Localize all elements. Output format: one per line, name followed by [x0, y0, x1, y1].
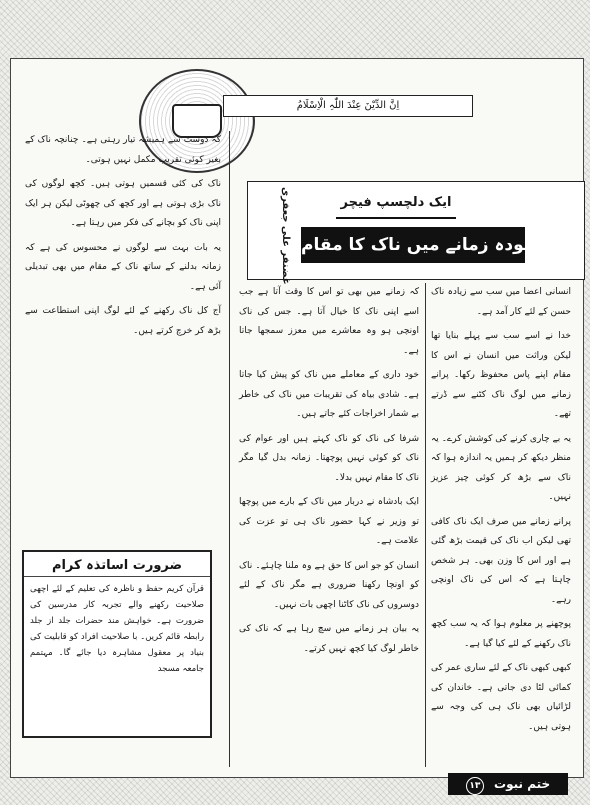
paragraph: کہ زمانے میں بھی تو اس کا وقت آتا ہے جب اسے اپنی ناک کا خیال آتا ہے۔ جس کی ناک اونچی ہو وہ معاشرے میں معزز سمجھا جاتا ہے۔ — [239, 287, 419, 356]
footer-logo-text: ختم نبوت — [494, 777, 551, 791]
paragraph: آج کل ناک رکھنے کے لئے لوگ اپنی استطاعت سے بڑھ کر خرچ کرتے ہیں۔ — [25, 306, 221, 336]
notice-heading: ضرورت اساتذہ کرام — [24, 558, 210, 577]
footer-magazine-logo — [448, 773, 568, 795]
article-title: موجودہ زمانے میں ناک کا مقام — [301, 227, 525, 263]
header-motto: اِنَّ الدِّیْنَ عِنْدَ اللّٰہِ الْاِسْلَامُ — [223, 95, 473, 117]
article-byline: غضنفر علی جعفری — [280, 187, 291, 285]
article-column-right — [431, 283, 571, 763]
column-divider — [425, 283, 426, 767]
article-kicker: ایک دلچسپ فیچر — [336, 189, 456, 219]
paragraph: یہ بات بہت سے لوگوں نے محسوس کی ہے کہ زمانہ بدلنے کے ساتھ ناک کے مقام میں بھی تبدیلی آئی ہے۔ — [25, 242, 221, 292]
column-divider — [229, 131, 230, 767]
notice-body: قرآن کریم حفظ و ناظرہ کی تعلیم کے لئے اچھی صلاحیت رکھنے والے تجربہ کار مدرسین کی ضرورت ہے۔ خواہش مند حضرات جلد از جلد رابطہ قائم کریں۔ با صلاحیت افراد کو قابلیت کی بنیاد پر معقول مشاہرہ دیا جائے گا۔ مہتمم جامعہ مسجد — [30, 584, 204, 674]
paragraph: یہ بیان ہر زمانے میں سچ رہا ہے کہ ناک کی خاطر لوگ کیا کچھ نہیں کرتے۔ — [239, 624, 419, 654]
paragraph: یہ بے چاری کرنے کی کوشش کرے۔ یہ منظر دیکھ کر ہمیں یہ اندازہ ہوا کہ ناک سے بڑھ کر کوئی چیز عزیز نہیں۔ — [431, 433, 571, 502]
page-number: ۱۳ — [466, 777, 484, 795]
paragraph: کہ دوست سے ہمیشہ تیار رہتی ہے۔ چنانچہ ناک کے بغیر کوئی تقریب مکمل نہیں ہوتی۔ — [25, 135, 221, 165]
paragraph: ایک بادشاہ نے دربار میں ناک کے بارے میں پوچھا تو وزیر نے کہا حضور ناک ہی تو عزت کی علامت ہے۔ — [239, 497, 419, 546]
paragraph: پرانے زمانے میں صرف ایک ناک کافی تھی لیکن اب ناک کی قیمت بڑھ گئی ہے اور اس کا وزن بھی۔ ہر شخص چاہتا ہے کہ اس کی ناک اونچی رہے۔ — [431, 516, 571, 605]
article-column-left — [25, 131, 221, 599]
paragraph: شرفا کی ناک کو ناک کہتے ہیں اور عوام کی ناک کو کوئی نہیں پوچھتا۔ زمانہ بدل گیا مگر ناک کا مقام نہیں بدلا۔ — [239, 433, 419, 483]
paragraph: انسان کو جو اس کا حق ہے وہ ملنا چاہئے۔ ناک کو اونچا رکھنا ضروری ہے مگر ناک کے لئے دوسروں کی ناک کاٹنا اچھی بات نہیں۔ — [239, 560, 419, 610]
paragraph: خدا نے اسے سب سے پہلے بنایا تھا لیکن وراثت میں انسان نے اس کا مقام اپنے پاس محفوظ رکھا۔ پرانے زمانے میں لوگ ناک کٹنے سے ڈرتے تھے۔ — [431, 331, 571, 419]
paragraph: کبھی کبھی ناک کے لئے ساری عمر کی کمائی لٹا دی جاتی ہے۔ خاندان کی لڑائیاں بھی ناک ہی کی وجہ سے ہوتی ہیں۔ — [431, 663, 571, 732]
paragraph: پوچھنے پر معلوم ہوا کہ یہ سب کچھ ناک رکھنے کے لئے کیا گیا ہے۔ — [431, 619, 571, 649]
paragraph: ناک کی کئی قسمیں ہوتی ہیں۔ کچھ لوگوں کی ناک بڑی ہوتی ہے اور کچھ کی چھوٹی لیکن ہر ایک اپنی ناک کو بچانے کی فکر میں رہتا ہے۔ — [25, 179, 221, 228]
paragraph: انسانی اعضا میں سب سے زیادہ ناک حسن کے لئے کار آمد ہے۔ — [431, 287, 571, 317]
paragraph: خود داری کے معاملے میں ناک کو پیش کیا جاتا ہے۔ شادی بیاہ کی تقریبات میں ناک کی خاطر بے شمار اخراجات کئے جاتے ہیں۔ — [239, 370, 419, 419]
article-column-middle — [239, 283, 419, 763]
notice-box — [22, 550, 212, 738]
